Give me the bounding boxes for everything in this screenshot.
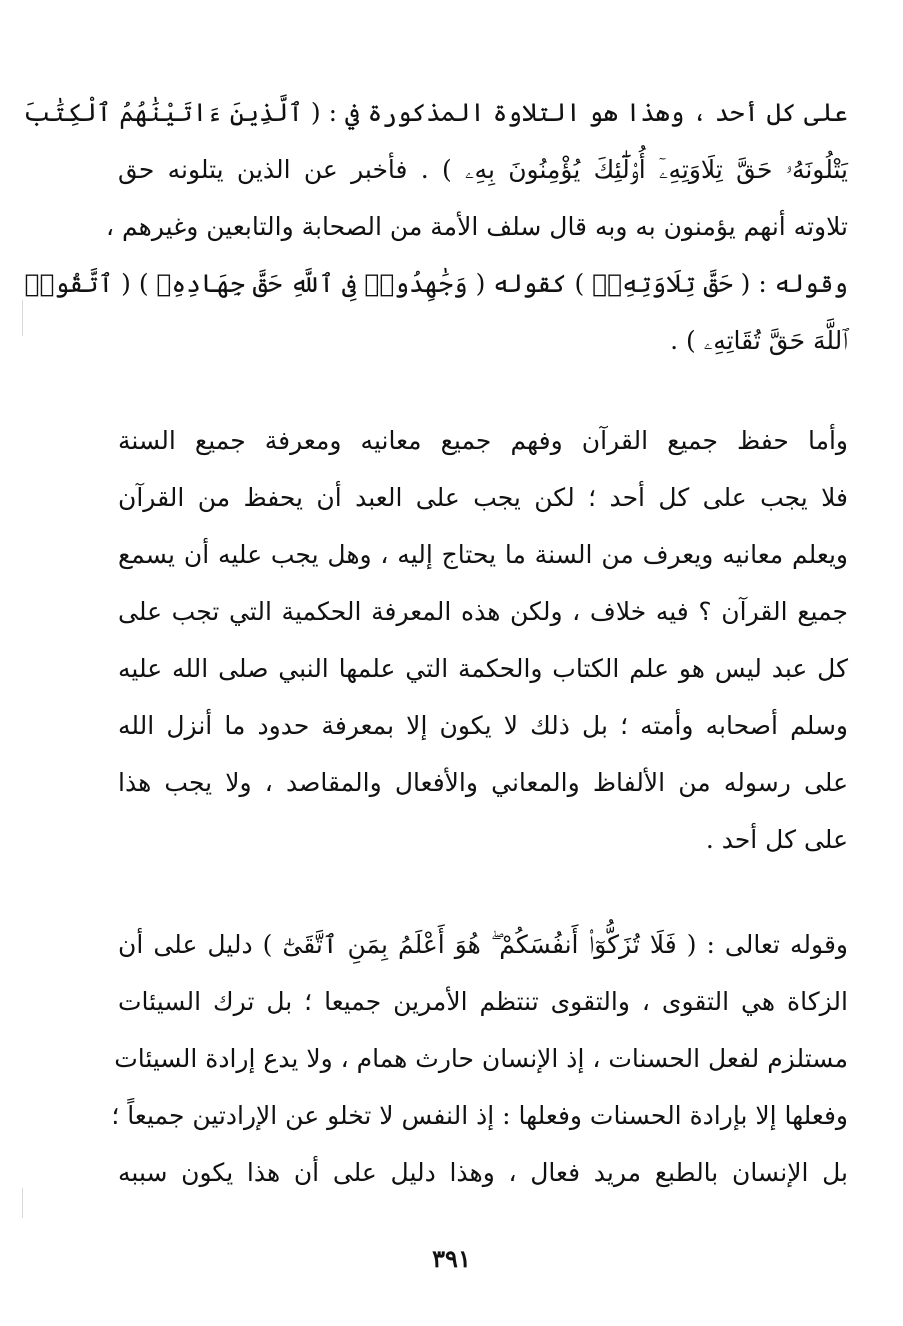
- page-number: ٣٩١: [432, 1244, 471, 1273]
- paragraph-1: [23, 84, 848, 369]
- text-line: وقوله تعالى : ( فَلَا تُزَكُّوٓا۟ أَنفُسَكُمْ ۖ هُوَ أَعْلَمُ بِمَنِ ٱتَّقَىٰٓ ) دليل على أن: [118, 930, 848, 959]
- text-line: وسلم أصحابه وأمته ؛ بل ذلك لا يكون إلا بمعرفة حدود ما أنزل الله: [118, 711, 848, 740]
- text-line: ٱللَّهَ حَقَّ تُقَاتِهِۦ ) .: [670, 326, 848, 355]
- text-line: يَتْلُونَهُۥ حَقَّ تِلَاوَتِهِۦٓ أُو۟لَٰٓئِكَ يُؤْمِنُونَ بِهِۦ ) . فأخبر عن الذين يتلونه حق: [118, 155, 848, 184]
- text-line: جميع القرآن ؟ فيه خلاف ، ولكن هذه المعرفة الحكمية التي تجب على: [118, 597, 848, 626]
- text-line: الزكاة هي التقوى ، والتقوى تنتظم الأمرين جميعا ؛ بل ترك السيئات: [118, 987, 848, 1016]
- paragraph-2: [118, 412, 848, 868]
- scan-margin-mark: [22, 300, 23, 336]
- text-line: مستلزم لفعل الحسنات ، إذ الإنسان حارث همام ، ولا يدع إرادة السيئات: [114, 1044, 848, 1073]
- text-line: وفعلها إلا بإرادة الحسنات وفعلها : إذ النفس لا تخلو عن الإرادتين جميعاً ؛: [111, 1101, 848, 1130]
- text-line: ويعلم معانيه ويعرف من السنة ما يحتاج إليه ، وهل يجب عليه أن يسمع: [118, 540, 848, 569]
- text-line: على كل أحد ، وهذا هو التلاوة المذكورة في : ( ٱلَّذِينَ ءَاتَيْنَٰهُمُ ٱلْكِتَٰبَ: [23, 98, 848, 127]
- text-line: تلاوته أنهم يؤمنون به وبه قال سلف الأمة من الصحابة والتابعين وغيرهم ،: [106, 212, 848, 241]
- scan-margin-mark: [22, 1188, 23, 1218]
- text-line: على كل أحد .: [705, 825, 848, 854]
- text-line: وأما حفظ جميع القرآن وفهم جميع معانيه ومعرفة جميع السنة: [118, 426, 848, 455]
- text-line: بل الإنسان بالطبع مريد فعال ، وهذا دليل على أن هذا يكون سببه: [118, 1158, 848, 1187]
- text-line: فلا يجب على كل أحد ؛ لكن يجب على العبد أن يحفظ من القرآن: [118, 483, 848, 512]
- paragraph-3: [111, 916, 848, 1201]
- text-line: كل عبد ليس هو علم الكتاب والحكمة التي علمها النبي صلى الله عليه: [118, 654, 848, 683]
- text-line: وقوله : ( حَقَّ تِلَاوَتِهِۦٓ ) كقوله ( وَجَٰهِدُوا۟ فِى ٱللَّهِ حَقَّ جِهَادِهِۦ ) ( ٱتَّقُوا۟: [24, 269, 848, 298]
- text-line: على رسوله من الألفاظ والمعاني والأفعال والمقاصد ، ولا يجب هذا: [118, 768, 848, 797]
